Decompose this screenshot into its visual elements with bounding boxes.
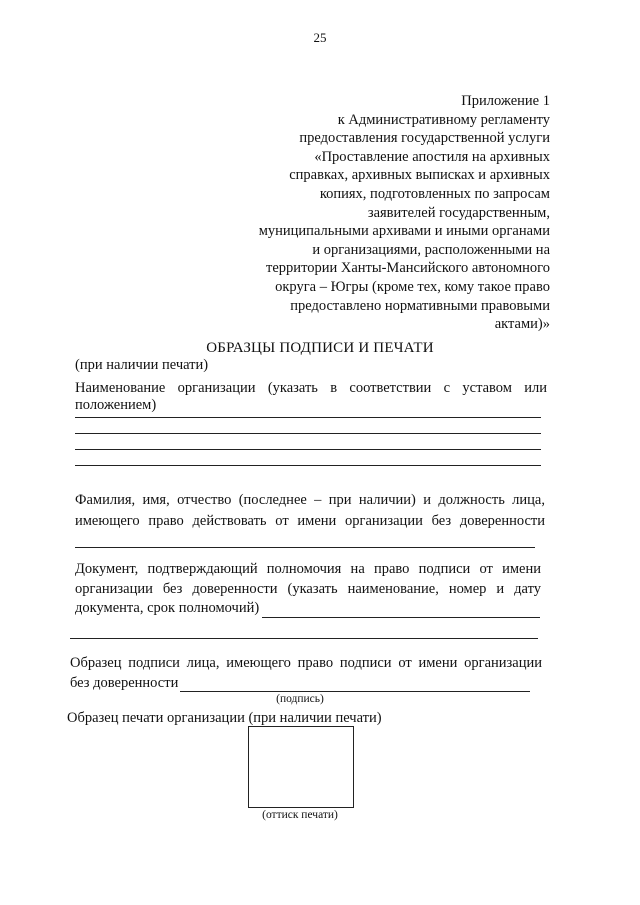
org-name-line[interactable] [75,465,541,466]
seal-caption: (оттиск печати) [262,809,338,821]
appendix-line: Приложение 1 [461,93,550,109]
signature-line[interactable] [180,691,530,692]
org-name-label: Наименование организации (указать в соответствии с уставом или [75,380,547,396]
doc-label-cont: документа, срок полномочий) [75,600,260,616]
form-title: ОБРАЗЦЫ ПОДПИСИ И ПЕЧАТИ [206,340,434,356]
appendix-line: справках, архивных выписках и архивных [289,167,550,184]
appendix-line: муниципальными архивами и иными органами [258,223,550,240]
appendix-header [220,92,550,334]
signature-label: Образец подписи лица, имеющего право подписи от имени организации [70,655,542,671]
org-name-line[interactable] [75,417,541,418]
signature-label-cont: без доверенности [70,675,179,691]
doc-label-cont: организации без доверенности (указать наименование, номер и дату [75,581,541,597]
person-label: Фамилия, имя, отчество (последнее – при наличии) и должность лица, [75,492,545,508]
page-number: 25 [313,30,327,45]
appendix-line: предоставления государственной услуги [299,130,550,147]
appendix-line: актами)» [494,316,550,333]
person-line[interactable] [75,547,535,548]
appendix-line: предоставлено нормативными правовыми [290,297,550,314]
doc-line[interactable] [70,638,538,639]
org-name-label-cont: положением) [75,397,157,413]
appendix-line: к Административному регламенту [337,111,550,128]
appendix-line: и организациями, расположенными на [312,241,550,258]
appendix-line: округа – Югры (кроме тех, кому такое право [275,278,550,295]
seal-label: Образец печати организации (при наличии печати) [67,710,382,726]
appendix-line: «Проставление апостиля на архивных [314,148,550,165]
appendix-line: заявителей государственным, [367,204,550,221]
seal-box[interactable] [248,726,354,808]
form-subtitle: (при наличии печати) [75,357,209,373]
doc-line[interactable] [262,617,540,618]
appendix-line: территории Ханты-Мансийского автономного [266,260,550,277]
org-name-line[interactable] [75,449,541,450]
person-label-cont: имеющего право действовать от имени организации без доверенности [75,513,545,529]
org-name-line[interactable] [75,433,541,434]
signature-caption: (подпись) [276,693,324,705]
appendix-line: копиях, подготовленных по запросам [319,185,550,202]
doc-label: Документ, подтверждающий полномочия на право подписи от имени [75,561,541,577]
